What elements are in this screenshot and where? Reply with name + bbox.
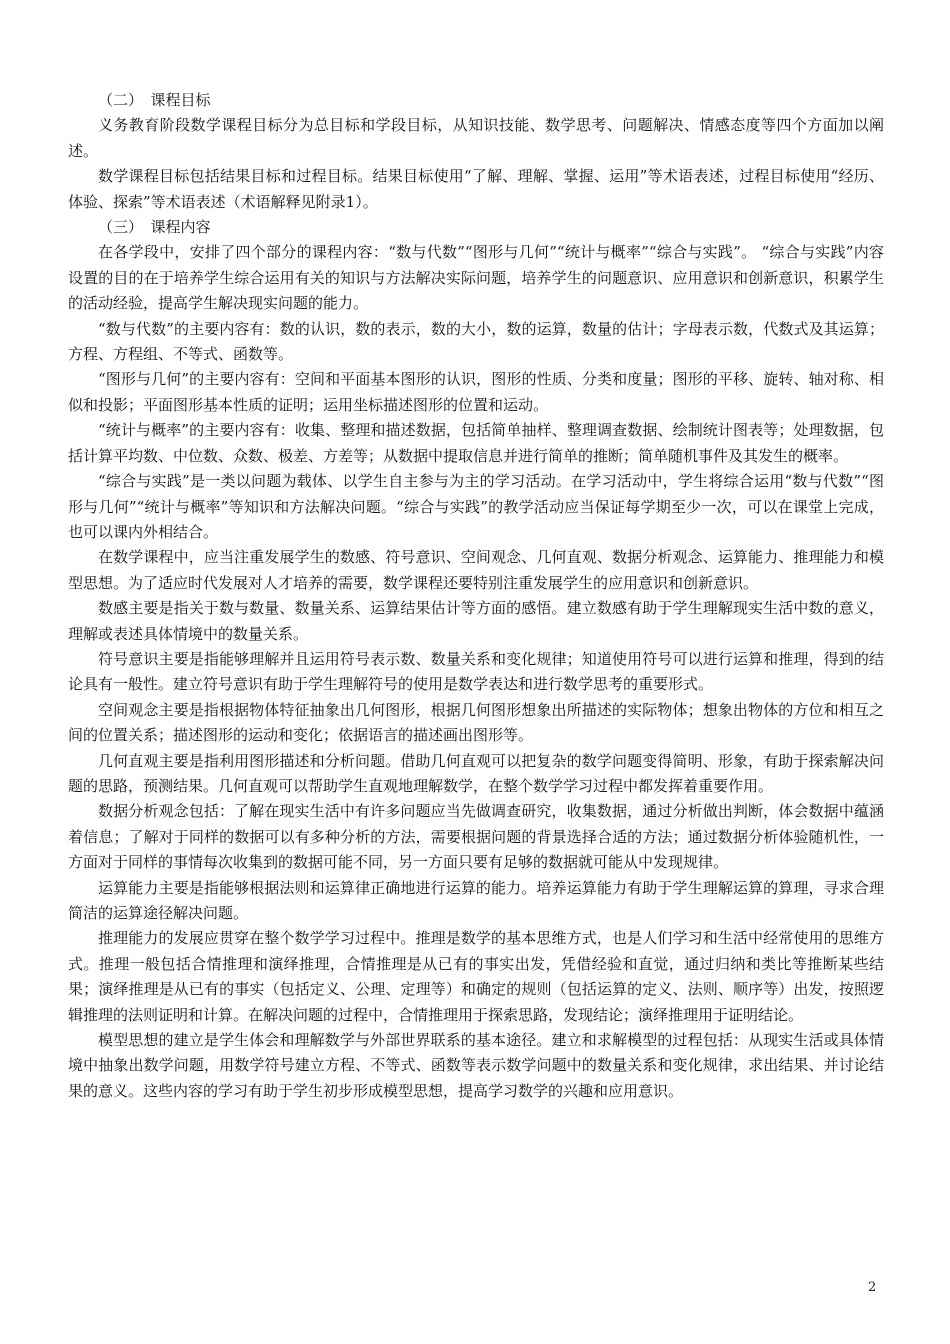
paragraph: 运算能力主要是指能够根据法则和运算律正确地进行运算的能力。培养运算能力有助于学生理解运算的算理，寻求合理简洁的运算途径解决问题。 [68,878,884,922]
paragraph: “统计与概率”的主要内容有：收集、整理和描述数据，包括简单抽样、整理调查数据、绘制统计图表等；处理数据，包括计算平均数、中位数、众数、极差、方差等；从数据中提取信息并进行简单的推断；简单随机事件及其发生的概率。 [68,421,884,465]
section-heading-content: （三） 课程内容 [98,218,211,237]
page-number: 2 [868,1280,877,1295]
paragraph: “图形与几何”的主要内容有：空间和平面基本图形的认识，图形的性质、分类和度量；图形的平移、旋转、轴对称、相似和投影；平面图形基本性质的证明；运用坐标描述图形的位置和运动。 [68,370,884,414]
paragraph: 数学课程目标包括结果目标和过程目标。结果目标使用“了解、理解、掌握、运用”等术语表述，过程目标使用“经历、体验、探索”等术语表述（术语解释见附录1）。 [68,167,884,211]
paragraph: 空间观念主要是指根据物体特征抽象出几何图形，根据几何图形想象出所描述的实际物体；想象出物体的方位和相互之间的位置关系；描述图形的运动和变化；依据语言的描述画出图形等。 [68,700,884,745]
paragraph: “数与代数”的主要内容有：数的认识，数的表示，数的大小，数的运算，数量的估计；字母表示数，代数式及其运算；方程、方程组、不等式、函数等。 [68,319,884,364]
section-heading-goals: （二） 课程目标 [98,91,211,109]
paragraph: 在数学课程中，应当注重发展学生的数感、符号意识、空间观念、几何直观、数据分析观念、运算能力、推理能力和模型思想。为了适应时代发展对人才培养的需要，数学课程还要特别注重发展学生的应用意识和创新意识。 [68,548,884,592]
document-body [68,88,884,1104]
paragraph: 模型思想的建立是学生体会和理解数学与外部世界联系的基本途径。建立和求解模型的过程包括：从现实生活或具体情境中抽象出数学问题，用数学符号建立方程、不等式、函数等表示数学问题中的数量关系和变化规律，求出结果、并讨论结果的意义。这些内容的学习有助于学生初步形成模型思想，提高学习数学的兴趣和应用意识。 [68,1031,884,1100]
paragraph: 在各学段中，安排了四个部分的课程内容：“数与代数”“图形与几何”“统计与概率”“综合与实践”。 “综合与实践”内容设置的目的在于培养学生综合运用有关的知识与方法解决实际问题，培养学生的问题意识、应用意识和创新意识，积累学生的活动经验，提高学生解决现实问题的能力。 [68,243,884,313]
paragraph: “综合与实践”是一类以问题为载体、以学生自主参与为主的学习活动。在学习活动中，学生将综合运用“数与代数”“图形与几何”“统计与概率”等知识和方法解决问题。“综合与实践”的教学活动应当保证每学期至少一次，可以在课堂上完成，也可以课内外相结合。 [68,472,884,541]
paragraph: 几何直观主要是指利用图形描述和分析问题。借助几何直观可以把复杂的数学问题变得简明、形象，有助于探索解决问题的思路，预测结果。几何直观可以帮助学生直观地理解数学，在整个数学学习过程中都发挥着重要作用。 [68,751,884,795]
paragraph: 符号意识主要是指能够理解并且运用符号表示数、数量关系和变化规律；知道使用符号可以进行运算和推理，得到的结论具有一般性。建立符号意识有助于学生理解符号的使用是数学表达和进行数学思考的重要形式。 [68,649,884,694]
paragraph: 义务教育阶段数学课程目标分为总目标和学段目标，从知识技能、数学思考、问题解决、情感态度等四个方面加以阐述。 [68,116,884,160]
paragraph: 推理能力的发展应贯穿在整个数学学习过程中。推理是数学的基本思维方式，也是人们学习和生活中经常使用的思维方式。推理一般包括合情推理和演绎推理，合情推理是从已有的事实出发，凭借经验和直觉，通过归纳和类比等推断某些结果；演绎推理是从已有的事实（包括定义、公理、定理等）和确定的规则（包括运算的定义、法则、顺序等）出发，按照逻辑推理的法则证明和计算。在解决问题的过程中，合情推理用于探索思路，发现结论；演绎推理用于证明结论。 [68,929,884,1024]
paragraph: 数感主要是指关于数与数量、数量关系、运算结果估计等方面的感悟。建立数感有助于学生理解现实生活中数的意义，理解或表述具体情境中的数量关系。 [68,599,884,643]
paragraph: 数据分析观念包括：了解在现实生活中有许多问题应当先做调查研究，收集数据，通过分析做出判断，体会数据中蕴涵着信息；了解对于同样的数据可以有多种分析的方法，需要根据问题的背景选择合适的方法；通过数据分析体验随机性，一方面对于同样的事情每次收集到的数据可能不同，另一方面只要有足够的数据就可能从中发现规律。 [68,802,884,872]
